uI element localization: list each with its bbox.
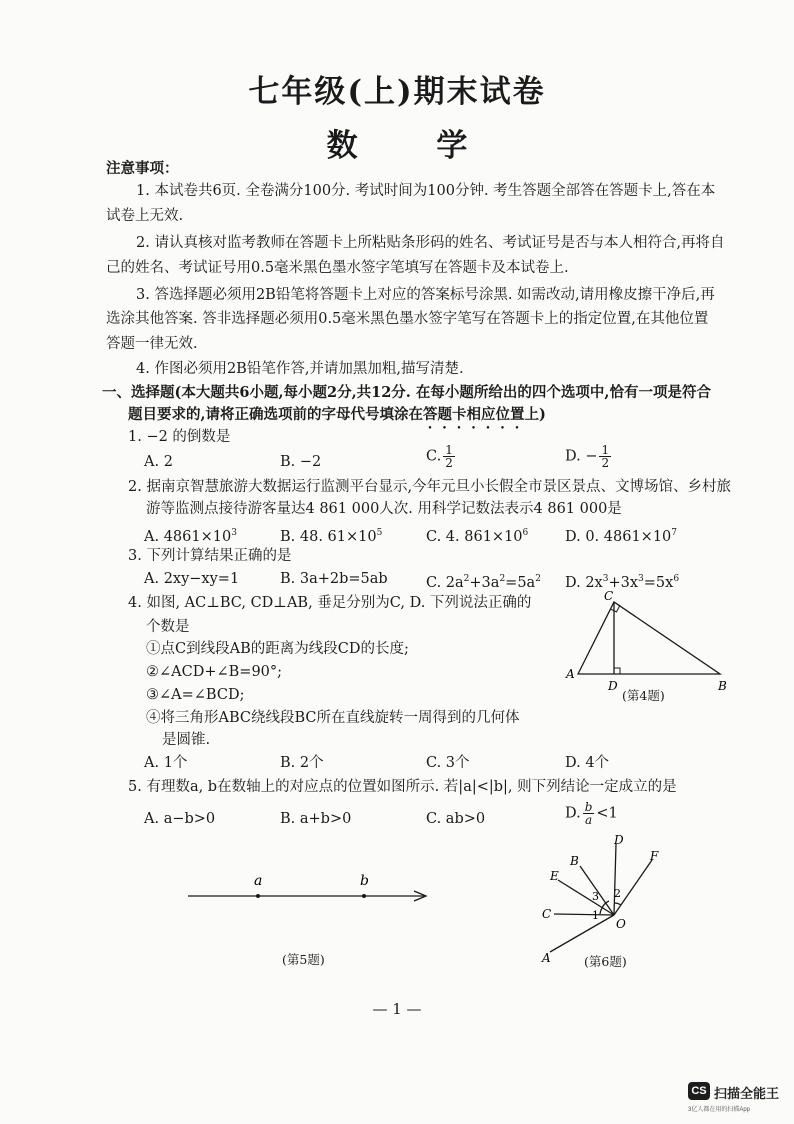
note-2b: 己的姓名、考试证号用0.5毫米黑色墨水签字笔填写在答题卡及本试卷上. (106, 260, 569, 276)
q4-statement-4a: ④将三角形ABC绕线段BC所在直线旋转一周得到的几何体 (146, 710, 520, 726)
q3-option-b: B. 3a+2b=5ab (280, 571, 388, 587)
section1-emphasis: 答题卡相应位置 (423, 406, 525, 423)
q6-label-c: C (542, 907, 552, 921)
scanner-app-name: 扫描全能王 (714, 1086, 780, 1101)
q4-statement-1: ①点C到线段AB的距离为线段CD的长度; (146, 641, 409, 657)
q6-angle-2: 2 (614, 887, 621, 900)
q6-label-o: O (616, 917, 626, 931)
q1-c-fraction: $\frac{1}{2}$ (445, 443, 453, 470)
section1-line2b: 上) (524, 406, 546, 423)
q4-statement-3: ③∠A=∠BCD; (146, 687, 245, 703)
q2-stem-2: 游等监测点接待游客量达4 861 000人次. 用科学记数法表示4 861 000是 (146, 501, 622, 517)
q4-label-d: D (608, 679, 618, 693)
q4-label-c: C (604, 589, 614, 603)
scanner-tagline: 3亿人都在用的扫描App (688, 1107, 751, 1113)
page-number: — 1 — (372, 1000, 422, 1018)
q6-label-b: B (570, 854, 579, 868)
q2-option-d: D. 0. $4861\times 10^7$ (565, 528, 678, 545)
note-3b: 选涂其他答案. 答非选择题必须用0.5毫米黑色墨水签字笔写在答题卡上的指定位置,在其他位置 (106, 311, 709, 327)
q5-stem: 5. 有理数a, b在数轴上的对应点的位置如图所示. 若|a|<|b|, 则下列结论一定成立的是 (128, 779, 677, 795)
q4-stem-1: 4. 如图, AC⊥BC, CD⊥AB, 垂足分别为C, D. 下列说法正确的 (128, 595, 532, 611)
point-a (256, 894, 260, 898)
subject-title: 数 学 (326, 128, 502, 164)
note-2a: 2. 请认真核对监考教师在答题卡上所粘贴条形码的姓名、考试证号是否与本人相符合,再将自 (136, 235, 725, 251)
q2-option-a: A. $4861\times 10^3$ (144, 528, 237, 545)
note-3c: 答题一律无效. (106, 336, 198, 352)
q2-option-c: C. 4. $861\times 10^6$ (426, 528, 529, 545)
q1-stem: 1. −2 的倒数是 (128, 429, 231, 445)
q6-label-e: E (550, 869, 559, 883)
q5-label-b: b (360, 873, 369, 889)
q5-option-a: A. a−b>0 (144, 811, 216, 827)
q6-label-f: F (650, 849, 659, 863)
q5-label-a: a (254, 873, 263, 889)
angle-arc-1 (600, 908, 602, 914)
q3-stem: 3. 下列计算结果正确的是 (128, 548, 292, 564)
q3-option-c: C. $2a^2+3a^2=5a^2$ (426, 574, 541, 591)
q1-d-fraction: $\frac{1}{2}$ (601, 443, 610, 470)
q1-option-d: D. − $\frac{1}{2}$ (565, 443, 610, 470)
note-3a: 3. 答选择题必须用2B铅笔将答题卡上对应的答案标号涂黑. 如需改动,请用橡皮擦干净后,再 (136, 287, 715, 303)
q6-figure-caption: (第6题) (584, 954, 627, 969)
q4-stem-2: 个数是 (146, 619, 190, 635)
section1-line2a: 题目要求的,请将正确选项前的字母代号填涂在 (128, 406, 424, 423)
exam-title: 七年级(上)期末试卷 (248, 74, 546, 110)
q4-option-b: B. 2个 (280, 755, 324, 771)
q4-option-d: D. 4个 (565, 755, 610, 771)
q6-label-d: D (614, 833, 624, 847)
section1-line1: 一、选择题(本大题共6小题,每小题2分,共12分. 在每小题所给出的四个选项中,恰有一项是符合 (102, 384, 711, 401)
q1-option-a: A. 2 (144, 454, 173, 470)
ray-oa (550, 915, 614, 952)
notes-heading: 注意事项： (106, 160, 179, 177)
q3-option-d: D. $2x^3+3x^3=5x^6$ (565, 574, 680, 591)
q6-label-a: A (542, 951, 551, 962)
q5-figure-caption: (第5题) (282, 952, 325, 967)
q5-option-c: C. ab>0 (426, 811, 486, 827)
ray-od (614, 844, 616, 915)
angle-arc-2 (614, 903, 621, 905)
q4-option-a: A. 1个 (144, 755, 188, 771)
q4-statement-2: ②∠ACD+∠B=90°; (146, 664, 283, 680)
note-1a: 1. 本试卷共6页. 全卷满分100分. 考试时间为100分钟. 考生答题全部答在答题卡上,答在本 (136, 183, 716, 199)
q4-statement-4b: 是圆锥. (162, 732, 211, 748)
q6-angles-figure (530, 830, 670, 962)
note-1b: 试卷上无效. (106, 208, 184, 224)
q4-label-a: A (566, 667, 575, 681)
q4-label-b: B (718, 679, 727, 693)
q3-option-a: A. 2xy−xy=1 (144, 571, 240, 587)
ray-oe (558, 880, 614, 915)
q6-angle-1: 1 (592, 909, 599, 922)
q4-option-c: C. 3个 (426, 755, 470, 771)
q4-figure-caption: (第4题) (622, 688, 665, 703)
q5-option-b: B. a+b>0 (280, 811, 352, 827)
q2-option-b: B. 48. $61\times 10^5$ (280, 528, 383, 545)
q5-number-line-figure (180, 866, 440, 910)
q1-option-b: B. −2 (280, 454, 322, 470)
q6-angle-3: 3 (592, 890, 599, 903)
scanner-logo-badge: CS (688, 1082, 710, 1100)
point-b (362, 894, 366, 898)
q5-option-d: D. $\frac{b}{a}$ <1 (565, 800, 618, 827)
triangle-abc (578, 602, 720, 674)
ray-oc (554, 914, 614, 915)
q2-stem-1: 2. 据南京智慧旅游大数据运行监测平台显示,今年元旦小长假全市景区景点、文博场馆、乡村旅 (128, 479, 732, 495)
q1-option-c: C. $\frac{1}{2}$ (426, 443, 453, 470)
note-4: 4. 作图必须用2B铅笔作答,并请加黑加粗,描写清楚. (136, 361, 464, 377)
q5-d-fraction: $\frac{b}{a}$ (584, 800, 593, 827)
right-angle-d-mark (614, 668, 620, 674)
